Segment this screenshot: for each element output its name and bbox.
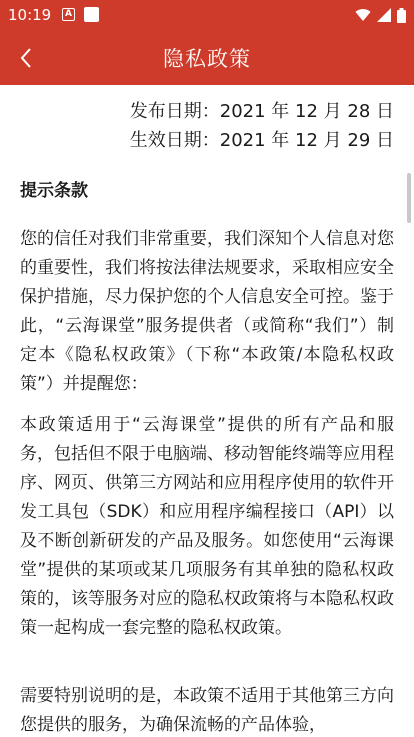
status-time: 10:19: [8, 6, 52, 24]
paragraph-3: 需要特别说明的是，本政策不适用于其他第三方向您提供的服务，为确保流畅的产品体验，: [20, 686, 394, 735]
date-block: [130, 97, 394, 155]
publish-date: 发布日期：2021 年 12 月 28 日: [129, 101, 394, 122]
paragraph-1: 您的信任对我们非常重要，我们深知个人信息对您的重要性，我们将按法律法规要求，采取相应安全保护措施，尽力保护您的个人信息安全可控。鉴于此，“云海课堂”服务提供者（或简称“我们”）制定本《隐私权政策》（下称“本政策/本隐私权政策”）并提醒您：: [20, 229, 394, 394]
status-indicators: [355, 6, 406, 24]
scrollbar[interactable]: [407, 173, 411, 223]
wifi-icon: [355, 8, 371, 22]
battery-icon: [397, 8, 406, 23]
section-heading: 提示条款: [20, 181, 88, 201]
status-bar: [0, 0, 414, 30]
policy-content[interactable]: [0, 85, 414, 737]
app-bar: [0, 30, 414, 85]
page-title: 隐私政策: [163, 47, 251, 71]
notification-square-icon: [84, 7, 99, 22]
signal-icon: [377, 8, 391, 22]
effective-date: 生效日期：2021 年 12 月 29 日: [129, 130, 394, 151]
paragraph-2: 本政策适用于“云海课堂”提供的所有产品和服务，包括但不限于电脑端、移动智能终端等应用程序、网页、供第三方网站和应用程序使用的软件开发工具包（SDK）和应用程序编程接口（API）以及不断创新研发的产品及服务。如您使用“云海课堂”提供的某项或某几项服务有其单独的隐私权政策的，该等服务对应的隐私权政策将与本隐私权政策一起构成一套完整的隐私权政策。: [20, 415, 394, 638]
app-notification-icon: A: [62, 8, 75, 21]
